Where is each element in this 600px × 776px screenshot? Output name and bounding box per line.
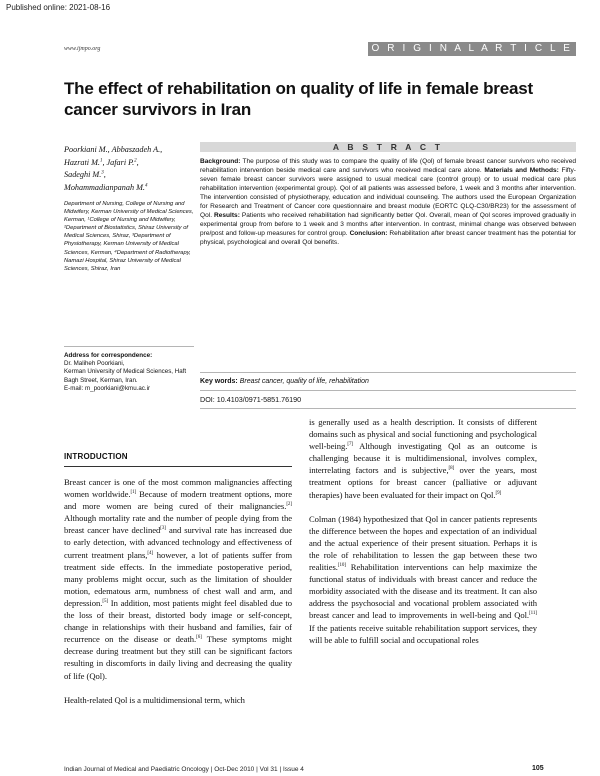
- author-line-4: Mohammadianpanah M.$^4$: [64, 182, 148, 192]
- correspondence-address: Kerman University of Medical Sciences, Haft Bagh Street, Kerman, Iran.: [64, 368, 187, 384]
- author-line-3: Sadeghi M.$^3$,: [64, 170, 106, 179]
- doi[interactable]: DOI: 10.4103/0971-5851.76190: [200, 395, 302, 404]
- body-column-right: [309, 416, 537, 658]
- correspondence-email[interactable]: E-mail: m_poorkiani@kmu.ac.ir: [64, 384, 151, 392]
- keywords-divider-top: [200, 372, 576, 373]
- keywords: Key words: Breast cancer, quality of life, rehabilitation: [200, 378, 369, 385]
- doi-divider: [200, 408, 576, 409]
- correspondence-divider: [64, 346, 194, 347]
- published-online-date: Published online: 2021-08-16: [6, 3, 111, 12]
- author-line-2: Hazrati M.$^1$, Jafari P.$^2$,: [64, 157, 139, 167]
- abstract-heading: A B S T R A C T: [200, 142, 576, 152]
- right-paragraph-1: is generally used as a health description. It consists of different domains such as physical and social functioning and psychological well-being.[7] Although investigating Qol as an outcome is challenging because it is multidimensional, involves complex, interrelating factors and is subjective,[8] over the years, most treatment options for breast cancer (palliative or adjuvant therapies) have been evaluated for their impact on Qol.[9]: [309, 417, 537, 500]
- journal-footer: Indian Journal of Medical and Paediatric Oncology | Oct-Dec 2010 | Vol 31 | Issue 4: [64, 766, 304, 773]
- journal-website: www.ijmpo.org: [64, 46, 101, 52]
- keywords-divider-bottom: [200, 390, 576, 391]
- intro-paragraph-1: Breast cancer is one of the most common malignancies affecting women worldwide.[1] Because of modern treatment options, more and more women are being cured of their malignancies.[2] Although mortality rate and the number of people dying from the breast cancer have declined[3] and survival rate has increased due to early detection, with advanced technology and effectiveness of current treatment plans,[4] however, a lot of patients suffer from treatment side effects. In the immediate postoperative period, many problems might occur, such as the limitation of shoulder motion, edematous arm, numbness of chest wall and arm, and depression.[5] In addition, most patients might feel disabled due to the loss of their breast, distorted body image or self-concept, change in relationships with their husband and families, fair of recurrence on the disease or death.[6] These symptoms might decrease during treatment but they still can be significant factors resulting in discomforts in daily living and decreasing the quality of life (Qol).: [64, 477, 292, 681]
- correspondence-name: Dr. Maliheh Poorkiani,: [64, 360, 125, 368]
- introduction-heading: INTRODUCTION: [64, 452, 128, 461]
- correspondence-label: Address for correspondence:: [64, 352, 153, 359]
- author-line-1: Poorkiani M., Abbaszadeh A.,: [64, 145, 163, 154]
- intro-paragraph-2: Health-related Qol is a multidimensional term, which: [64, 694, 245, 705]
- author-list: [64, 144, 194, 194]
- body-column-left: [64, 476, 292, 718]
- abstract-text: Background: The purpose of this study was to compare the quality of life (Qol) of female breast cancer survivors who received rehabilitation intervention beside medical care and survivors who received medical care alone. Materials and Methods: Fifty-seven female breast cancer survivors were assigned to usual medical care (control group) or to usual medical care plus rehabilitation intervention (experimental group). Qol of all patients was assessed before, 1 week and 3 months after intervention. The intervention consisted of physiotherapy, education and individual counseling. The authors used the European Organization for Research and Treatment of Cancer core questionnaire and breast module (EORTC QLQ-C30/BR23) for the assessment of Qol. Results: Patients who received rehabilitation had significantly better Qol. Overall, mean of Qol scores improved gradually in experimental group from before to 1 week and 3 months after intervention. In contrast, minimal change was observed between pre/post and follow-up measures for control group. Conclusion: Rehabilitation after breast cancer treatment has the potential for physical, psychological and overall Qol benefits.: [200, 158, 576, 246]
- right-paragraph-2: Colman (1984) hypothesized that Qol in cancer patients represents the difference between the hopes and expectation of an individual and the actual experience of their present situation. Perhaps it is the role of rehabilitation to lessen the gap between these two realities.[10] Rehabilitation interventions can help maximize the functional status of individuals with breast cancer and reduce the morbidity associated with the disease and its treatment. It can also address the psychosocial and vocational problem associated with breast cancer and lead to improvements in well-being and Qol.[11] If the patients receive suitable rehabilitation support services, they will be able to fulfill social and occupational roles: [309, 513, 537, 645]
- article-title: The effect of rehabilitation on quality of life in female breast cancer survivors in Iran: [64, 79, 533, 119]
- correspondence-block: [64, 352, 194, 393]
- original-article-banner: O R I G I N A L A R T I C L E: [368, 42, 576, 56]
- intro-underline: [64, 466, 292, 467]
- author-affiliations: Department of Nursing, College of Nursing and Midwifery, Kerman University of Medical Sciences, Kerman, ¹College of Nursing and Midwifery, ²Department of Biostatistics, Shiraz University of Medical Sciences, Shiraz, ³Department of Physiotherapy, Kerman University of Medical Sciences, Kerman, ⁴Department of Radiotherapy, Namazi Hospital, Shiraz University of Medical Sciences, Shiraz, Iran: [64, 201, 194, 272]
- page-number: 105: [532, 765, 544, 772]
